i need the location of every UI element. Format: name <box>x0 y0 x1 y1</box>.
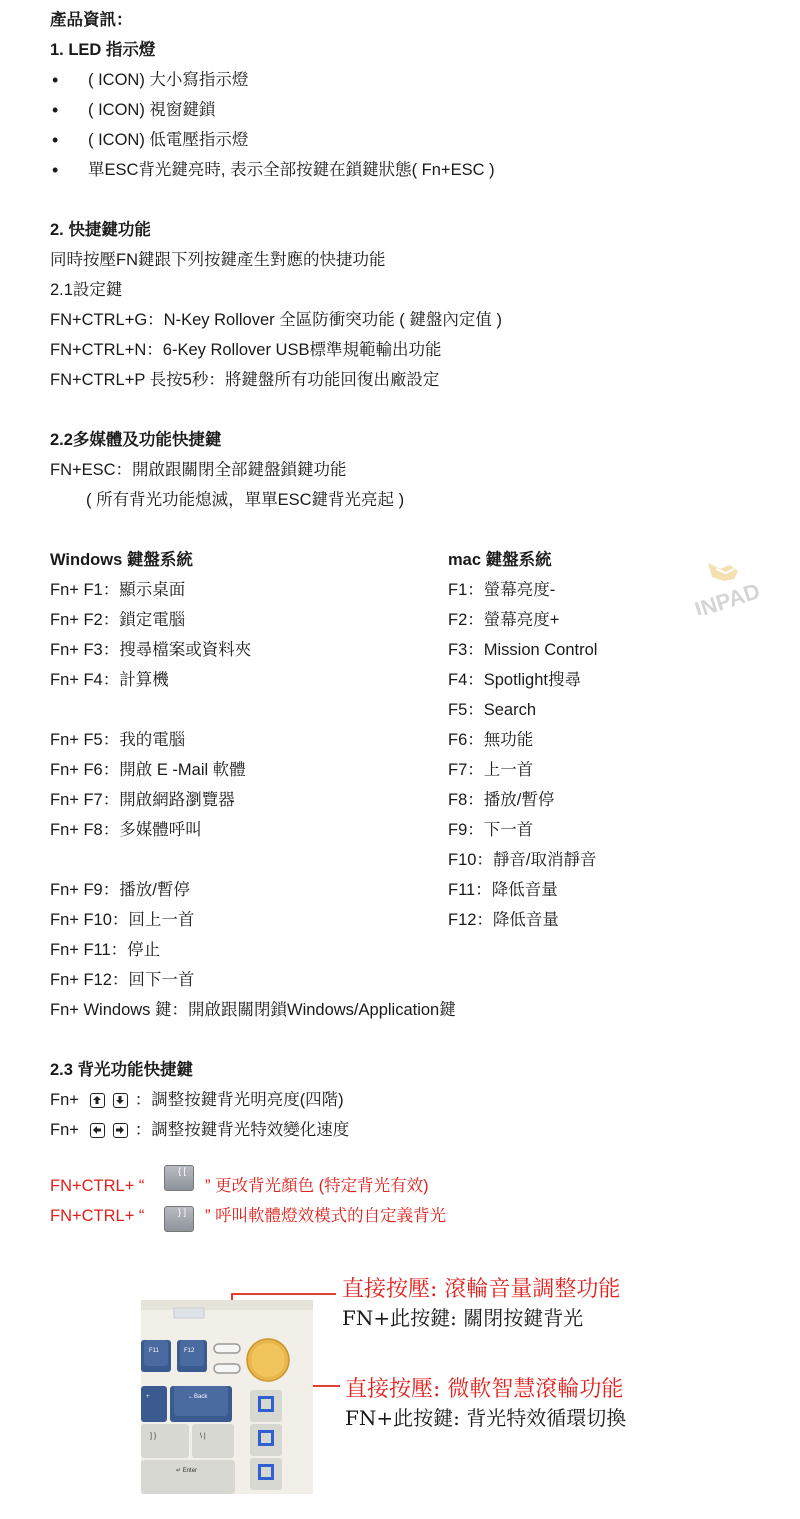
settings-subtitle: 2.1設定鍵 <box>50 281 123 299</box>
mac-shortcut: F10：靜音/取消靜音 <box>448 851 597 869</box>
brightness-description: ：調整按鍵背光明亮度(四階) <box>134 1091 344 1109</box>
windows-shortcut: Fn+ F12：回下一首 <box>50 971 195 989</box>
left-bracket-keycap-icon: { [ <box>164 1165 194 1191</box>
mac-shortcut: F4：Spotlight搜尋 <box>448 671 581 689</box>
bullet-dot: • <box>52 100 59 120</box>
knob-press-wheel-label: 直接按壓: 微軟智慧滾輪功能 <box>345 1377 624 1402</box>
key-backslash-legend: \ | <box>200 1433 206 1440</box>
multimedia-line: FN+ESC：開啟跟關閉全部鍵盤鎖鍵功能 <box>50 461 347 479</box>
windows-shortcut: Fn+ F5：我的電腦 <box>50 731 186 749</box>
led-bullet-item: ( ICON) 大小寫指示燈 <box>88 71 249 89</box>
led-bullet-item: ( ICON) 視窗鍵鎖 <box>88 101 216 119</box>
multimedia-note: ( 所有背光功能熄滅，單單ESC鍵背光亮起 ) <box>86 491 405 509</box>
shortcut-intro: 同時按壓FN鍵跟下列按鍵產生對應的快捷功能 <box>50 251 386 269</box>
fn-prefix: Fn+ <box>50 1091 79 1109</box>
multimedia-section-title: 2.2多媒體及功能快捷鍵 <box>50 431 222 449</box>
mac-shortcut: F8：播放/暫停 <box>448 791 555 809</box>
settings-item: FN+CTRL+N：6-Key Rollover USB標準規範輸出功能 <box>50 341 442 359</box>
shortcut-section-title: 2. 快捷鍵功能 <box>50 221 151 239</box>
custom-backlight-prefix: FN+CTRL+ “ <box>50 1207 145 1225</box>
windows-shortcut: Fn+ F6：開啟 E -Mail 軟體 <box>50 761 246 779</box>
page-heading: 產品資訊： <box>50 11 133 29</box>
led-section-title: 1. LED 指示燈 <box>50 41 156 59</box>
knob-fn-effect-cycle-label: FN+此按鍵: 背光特效循環切換 <box>345 1406 627 1430</box>
mac-shortcut: F12：降低音量 <box>448 911 559 929</box>
mac-shortcut: F9：下一首 <box>448 821 534 839</box>
custom-backlight-description: ” 呼叫軟體燈效模式的自定義背光 <box>205 1207 447 1225</box>
backlight-section-title: 2.3 背光功能快捷鍵 <box>50 1061 194 1079</box>
knob-press-volume-label: 直接按壓: 滾輪音量調整功能 <box>342 1277 621 1302</box>
windows-shortcut: Fn+ F2：鎖定電腦 <box>50 611 186 629</box>
mac-shortcut: F7：上一首 <box>448 761 534 779</box>
mac-shortcut: F1：螢幕亮度- <box>448 581 556 599</box>
key-enter-legend: ↵ Enter <box>176 1468 198 1474</box>
mac-shortcut: F5：Search <box>448 701 537 719</box>
bullet-dot: • <box>52 130 59 150</box>
windows-shortcut: Fn+ F9：播放/暫停 <box>50 881 190 899</box>
key-f12-legend: F12 <box>184 1348 195 1354</box>
fn-prefix: Fn+ <box>50 1121 79 1139</box>
watermark-text: INPAD <box>691 578 764 615</box>
led-bullet-item: ( ICON) 低電壓指示燈 <box>88 131 249 149</box>
mac-shortcut: F3：Mission Control <box>448 641 598 659</box>
bullet-dot: • <box>52 160 59 180</box>
color-change-description: ” 更改背光顏色 (特定背光有效) <box>205 1177 429 1195</box>
windows-shortcut: Fn+ F10：回上一首 <box>50 911 195 929</box>
mac-column-title: mac 鍵盤系統 <box>448 551 552 569</box>
bullet-dot: • <box>52 70 59 90</box>
windows-shortcut: Fn+ Windows 鍵：開啟跟關閉鎖Windows/Application鍵 <box>50 1001 456 1019</box>
windows-shortcut: Fn+ F1：顯示桌面 <box>50 581 186 599</box>
windows-column-title: Windows 鍵盤系統 <box>50 551 193 569</box>
led-bullet-item: 單ESC背光鍵亮時, 表示全部按鍵在鎖鍵狀態( Fn+ESC ) <box>88 161 495 179</box>
key-back-legend: ←Back <box>188 1394 208 1400</box>
mac-shortcut: F11：降低音量 <box>448 881 558 899</box>
windows-shortcut: Fn+ F11：停止 <box>50 941 161 959</box>
settings-item: FN+CTRL+G：N-Key Rollover 全區防衝突功能 ( 鍵盤內定值 ) <box>50 311 502 329</box>
windows-shortcut: Fn+ F7：開啟網路瀏覽器 <box>50 791 235 809</box>
color-change-prefix: FN+CTRL+ “ <box>50 1177 145 1195</box>
windows-shortcut: Fn+ F4：計算機 <box>50 671 169 689</box>
windows-shortcut: Fn+ F8：多媒體呼叫 <box>50 821 202 839</box>
mac-shortcut: F2：螢幕亮度+ <box>448 611 560 629</box>
key-bracket-legend: ] } <box>150 1433 157 1440</box>
knob-fn-backlight-off-label: FN+此按鍵: 關閉按鍵背光 <box>342 1306 584 1330</box>
right-bracket-keycap-icon: } ] <box>164 1206 194 1232</box>
windows-shortcut: Fn+ F3：搜尋檔案或資料夾 <box>50 641 252 659</box>
settings-item: FN+CTRL+P 長按5秒：將鍵盤所有功能回復出廠設定 <box>50 371 440 389</box>
speed-description: ：調整按鍵背光特效變化速度 <box>134 1121 350 1139</box>
key-f11-legend: F11 <box>149 1348 159 1354</box>
key-plus-legend: + <box>146 1394 150 1400</box>
mac-shortcut: F6：無功能 <box>448 731 534 749</box>
